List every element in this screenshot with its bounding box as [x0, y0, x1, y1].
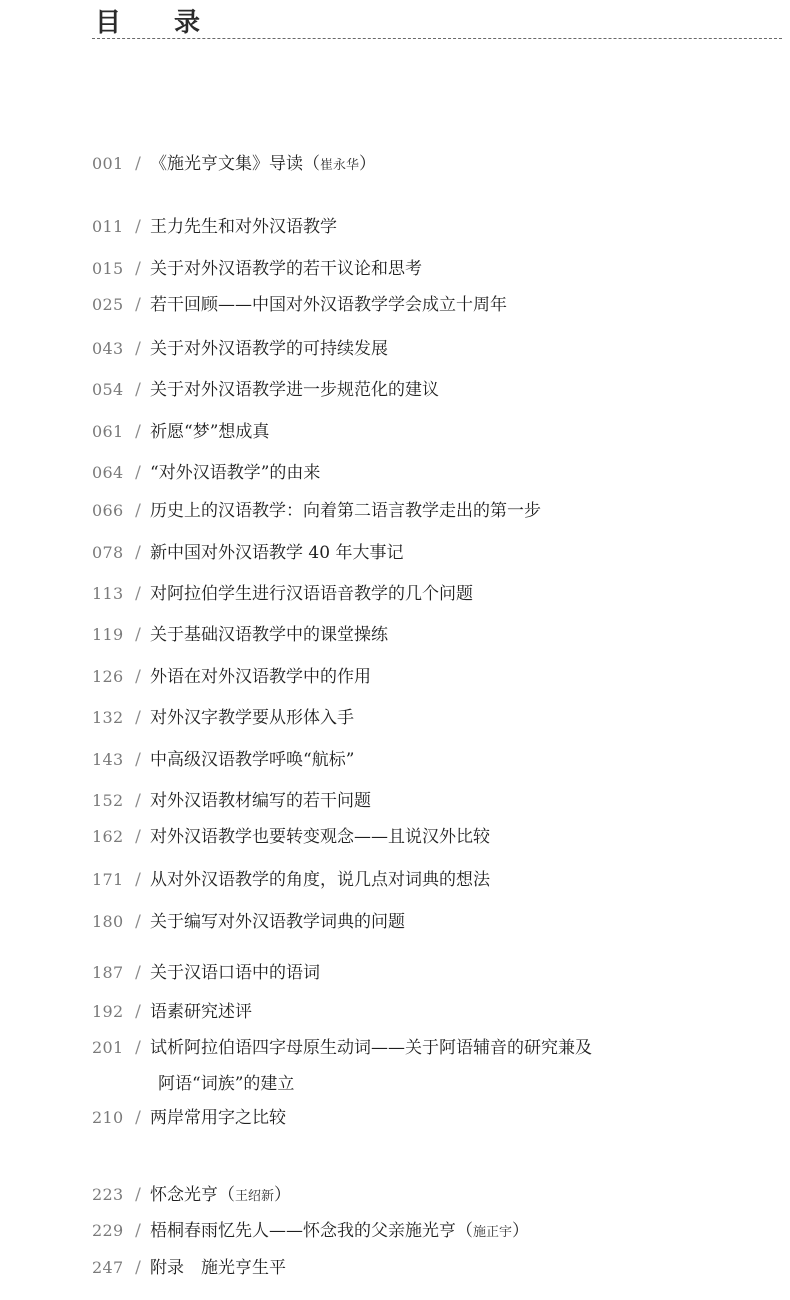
page-number: 054: [92, 380, 124, 399]
entry-author: 王绍新: [235, 1189, 275, 1204]
entry-title: 《施光亨文集》导读（: [150, 154, 320, 174]
toc-entry: [92, 624, 388, 646]
toc-entry: [92, 1220, 529, 1244]
page-number: 043: [92, 339, 124, 358]
entry-title-close: ）: [274, 1185, 292, 1205]
entry-title-close: ）: [359, 154, 377, 174]
separator-slash: /: [135, 750, 141, 770]
entry-title: 外语在对外汉语教学中的作用: [150, 667, 371, 687]
entry-title: 对阿拉伯学生进行汉语语音教学的几个问题: [150, 584, 473, 604]
page-number: 015: [92, 259, 124, 278]
page-number: 143: [92, 750, 124, 769]
toc-entry: [92, 379, 439, 401]
separator-slash: /: [135, 870, 141, 890]
separator-slash: /: [135, 217, 141, 237]
entry-title: 对外汉语教学也要转变观念——且说汉外比较: [150, 827, 490, 847]
entry-title: 附录 施光亨生平: [150, 1258, 286, 1278]
separator-slash: /: [135, 1002, 141, 1022]
separator-slash: /: [135, 963, 141, 983]
entry-title: 怀念光亨（: [150, 1185, 235, 1205]
separator-slash: /: [135, 827, 141, 847]
toc-entry: [92, 1037, 592, 1059]
page-number: 201: [92, 1038, 124, 1057]
toc-entry: [92, 826, 490, 848]
toc-entry: [92, 1257, 286, 1279]
separator-slash: /: [135, 708, 141, 728]
entry-title: 从对外汉语教学的角度，说几点对词典的想法: [150, 870, 490, 890]
separator-slash: /: [135, 584, 141, 604]
entry-title: 关于汉语口语中的语词: [150, 963, 320, 983]
entry-title: 关于对外汉语教学的可持续发展: [150, 339, 388, 359]
page-number: 113: [92, 584, 124, 603]
page-number: 223: [92, 1185, 124, 1204]
entry-title: 若干回顾——中国对外汉语教学学会成立十周年: [150, 295, 507, 315]
entry-title: 对外汉字教学要从形体入手: [150, 708, 354, 728]
entry-author: 崔永华: [320, 158, 360, 173]
separator-slash: /: [135, 380, 141, 400]
page-number: 180: [92, 912, 124, 931]
separator-slash: /: [135, 339, 141, 359]
page-number: 126: [92, 667, 124, 686]
separator-slash: /: [135, 1038, 141, 1058]
page-number: 247: [92, 1258, 124, 1277]
page-number: 229: [92, 1221, 124, 1240]
toc-entry: [92, 1001, 252, 1023]
entry-title: 历史上的汉语教学：向着第二语言教学走出的第一步: [150, 501, 541, 521]
separator-slash: /: [135, 625, 141, 645]
separator-slash: /: [135, 295, 141, 315]
toc-entry: [92, 749, 354, 771]
toc-entry: [92, 1184, 291, 1208]
entry-title: 关于对外汉语教学进一步规范化的建议: [150, 380, 439, 400]
toc-entry: [92, 258, 422, 280]
separator-slash: /: [135, 422, 141, 442]
page-number: 025: [92, 295, 124, 314]
toc-entry: [92, 542, 403, 564]
toc-entry: [92, 790, 371, 812]
page-title: 目 录: [95, 8, 223, 38]
entry-author: 施正宇: [473, 1225, 513, 1240]
page-number: 119: [92, 625, 124, 644]
separator-slash: /: [135, 1258, 141, 1278]
page-number: 171: [92, 870, 124, 889]
separator-slash: /: [135, 154, 141, 174]
separator-slash: /: [135, 791, 141, 811]
separator-slash: /: [135, 1108, 141, 1128]
entry-title: “对外汉语教学”的由来: [150, 463, 321, 483]
entry-title: 关于编写对外汉语教学词典的问题: [150, 912, 405, 932]
toc-entry: [92, 911, 405, 933]
page-number: 064: [92, 463, 124, 482]
toc-entry: [92, 462, 320, 484]
toc-entry: [92, 1107, 286, 1129]
entry-title: 两岸常用字之比较: [150, 1108, 286, 1128]
toc-entry: [92, 294, 507, 316]
separator-slash: /: [135, 1221, 141, 1241]
toc-entry: [92, 338, 388, 360]
page-number: 011: [92, 217, 124, 236]
toc-entry: [92, 707, 354, 729]
entry-title: 语素研究述评: [150, 1002, 252, 1022]
separator-slash: /: [135, 667, 141, 687]
toc-entry: [92, 421, 269, 443]
page-number: 210: [92, 1108, 124, 1127]
separator-slash: /: [135, 1185, 141, 1205]
toc-entry: [92, 666, 371, 688]
separator-slash: /: [135, 912, 141, 932]
entry-title: 王力先生和对外汉语教学: [150, 217, 337, 237]
toc-entry: [92, 153, 376, 177]
page-number: 061: [92, 422, 124, 441]
entry-title-close: ）: [512, 1221, 530, 1241]
page-number: 132: [92, 708, 124, 727]
page-number: 162: [92, 827, 124, 846]
entry-title: 梧桐春雨忆先人——怀念我的父亲施光亨（: [150, 1221, 473, 1241]
separator-slash: /: [135, 463, 141, 483]
entry-title: 试析阿拉伯语四字母原生动词——关于阿语辅音的研究兼及: [150, 1038, 592, 1058]
page-number: 187: [92, 963, 124, 982]
entry-title: 祈愿“梦”想成真: [150, 422, 270, 442]
separator-slash: /: [135, 259, 141, 279]
page-number: 192: [92, 1002, 124, 1021]
toc-entry: [92, 869, 490, 891]
entry-title: 新中国对外汉语教学 40 年大事记: [150, 543, 404, 563]
entry-title: 中高级汉语教学呼唤“航标”: [150, 750, 355, 770]
separator-slash: /: [135, 543, 141, 563]
page-number: 001: [92, 154, 124, 173]
toc-entry: [92, 500, 541, 522]
entry-title: 关于基础汉语教学中的课堂操练: [150, 625, 388, 645]
page-number: 066: [92, 501, 124, 520]
page-number: 152: [92, 791, 124, 810]
toc-entry: [92, 216, 337, 238]
toc-entry: [92, 583, 473, 605]
toc-entry: [92, 962, 320, 984]
page-number: 078: [92, 543, 124, 562]
entry-title-continuation: 阿语“词族”的建立: [158, 1074, 295, 1094]
entry-title: 对外汉语教材编写的若干问题: [150, 791, 371, 811]
entry-title: 关于对外汉语教学的若干议论和思考: [150, 259, 422, 279]
separator-slash: /: [135, 501, 141, 521]
